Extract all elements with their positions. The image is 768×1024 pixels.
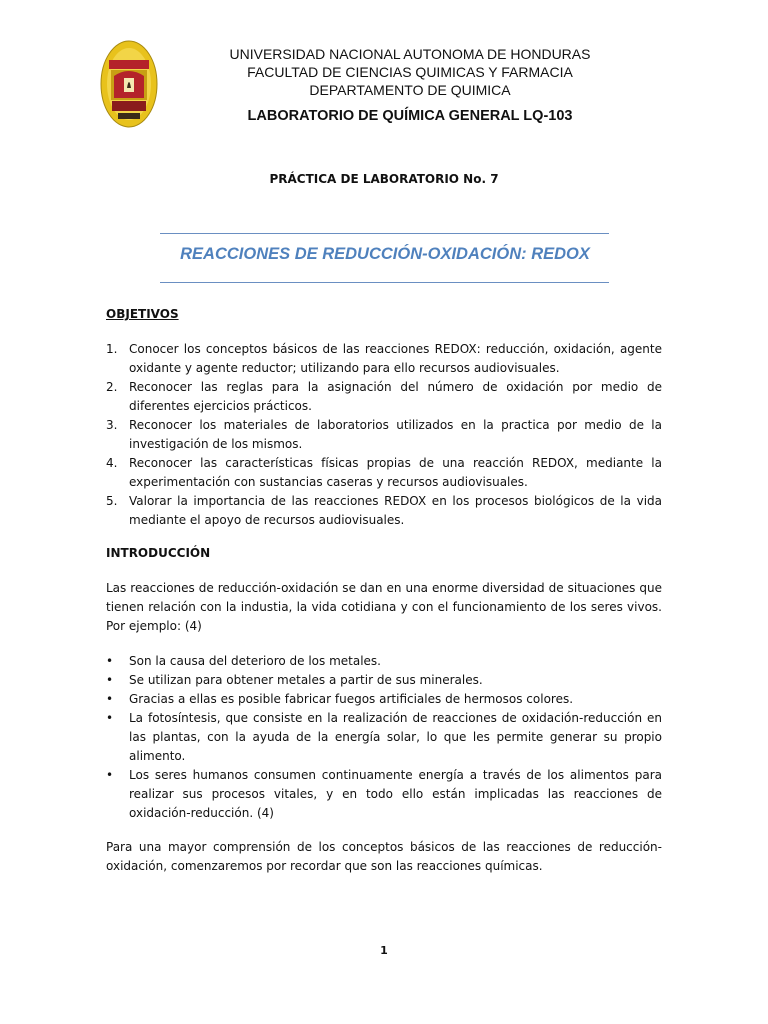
introduccion-heading: INTRODUCCIÓN xyxy=(106,546,211,560)
item-text: Conocer los conceptos básicos de las reacciones REDOX: reducción, oxidación, agente oxidante y agente reductor; utilizando para ello recursos audiovisuales. xyxy=(129,342,662,375)
closing-paragraph: Para una mayor comprensión de los conceptos básicos de las reacciones de reducción-oxidación, comenzaremos por recordar que son las reacciones químicas. xyxy=(106,840,662,873)
bullet-icon: • xyxy=(106,692,114,706)
item-text: Gracias a ellas es posible fabricar fuegos artificiales de hermosos colores. xyxy=(129,692,574,706)
title-bottom-rule xyxy=(160,282,609,283)
practice-number: PRÁCTICA DE LABORATORIO No. 7 xyxy=(269,172,499,186)
university-name: UNIVERSIDAD NACIONAL AUTONOMA DE HONDURAS xyxy=(229,46,591,62)
item-number: 4. xyxy=(106,456,118,470)
item-text: Los seres humanos consumen continuamente energía a través de los alimentos para realizar sus procesos vitales, y en todo ello están implicadas las reacciones de oxidación-reducción. (4) xyxy=(129,768,662,820)
page-number: 1 xyxy=(380,944,388,957)
university-seal-icon xyxy=(100,40,158,128)
bullet-icon: • xyxy=(106,711,114,725)
lab-course-title: LABORATORIO DE QUÍMICA GENERAL LQ-103 xyxy=(247,108,573,124)
list-item xyxy=(106,671,662,690)
bullet-icon: • xyxy=(106,768,114,782)
intro-paragraph: Las reacciones de reducción-oxidación se dan en una enorme diversidad de situaciones que tienen relación con la industia, la vida cotidiana y con el funcionamiento de los seres vivos. Por ejemplo: (4) xyxy=(106,581,662,633)
item-text: Valorar la importancia de las reacciones REDOX en los procesos biológicos de la vida mediante el apoyo de recursos audiovisuales. xyxy=(129,494,662,527)
document-title: REACCIONES DE REDUCCIÓN-OXIDACIÓN: REDOX xyxy=(180,245,590,263)
item-text: Se utilizan para obtener metales a partir de sus minerales. xyxy=(129,673,483,687)
bullet-icon: • xyxy=(106,673,114,687)
intro-bullet-list xyxy=(106,652,662,823)
item-text: La fotosíntesis, que consiste en la realización de reacciones de oxidación-reducción en las plantas, con la ayuda de la energía solar, lo que les permite generar su propio alimento. xyxy=(129,711,662,763)
objetivos-list xyxy=(106,340,662,530)
item-text: Reconocer las características físicas propias de una reacción REDOX, mediante la experimentación con sustancias caseras y recursos audiovisuales. xyxy=(129,456,662,489)
item-number: 5. xyxy=(106,494,118,508)
item-text: Son la causa del deterioro de los metales. xyxy=(129,654,381,668)
list-item xyxy=(106,340,662,378)
list-item xyxy=(106,454,662,492)
list-item xyxy=(106,416,662,454)
item-number: 1. xyxy=(106,342,118,356)
objetivos-heading: OBJETIVOS xyxy=(106,307,179,321)
bullet-icon: • xyxy=(106,654,114,668)
list-item xyxy=(106,652,662,671)
list-item xyxy=(106,690,662,709)
list-item xyxy=(106,709,662,766)
item-number: 3. xyxy=(106,418,118,432)
list-item xyxy=(106,766,662,823)
item-text: Reconocer los materiales de laboratorios utilizados en la practica por medio de la investigación de los mismos. xyxy=(129,418,662,451)
faculty-name: FACULTAD DE CIENCIAS QUIMICAS Y FARMACIA xyxy=(247,64,573,80)
item-number: 2. xyxy=(106,380,118,394)
item-text: Reconocer las reglas para la asignación del número de oxidación por medio de diferentes ejercicios prácticos. xyxy=(129,380,662,413)
list-item xyxy=(106,378,662,416)
department-name: DEPARTAMENTO DE QUIMICA xyxy=(309,82,511,98)
title-top-rule xyxy=(160,233,609,234)
list-item xyxy=(106,492,662,530)
